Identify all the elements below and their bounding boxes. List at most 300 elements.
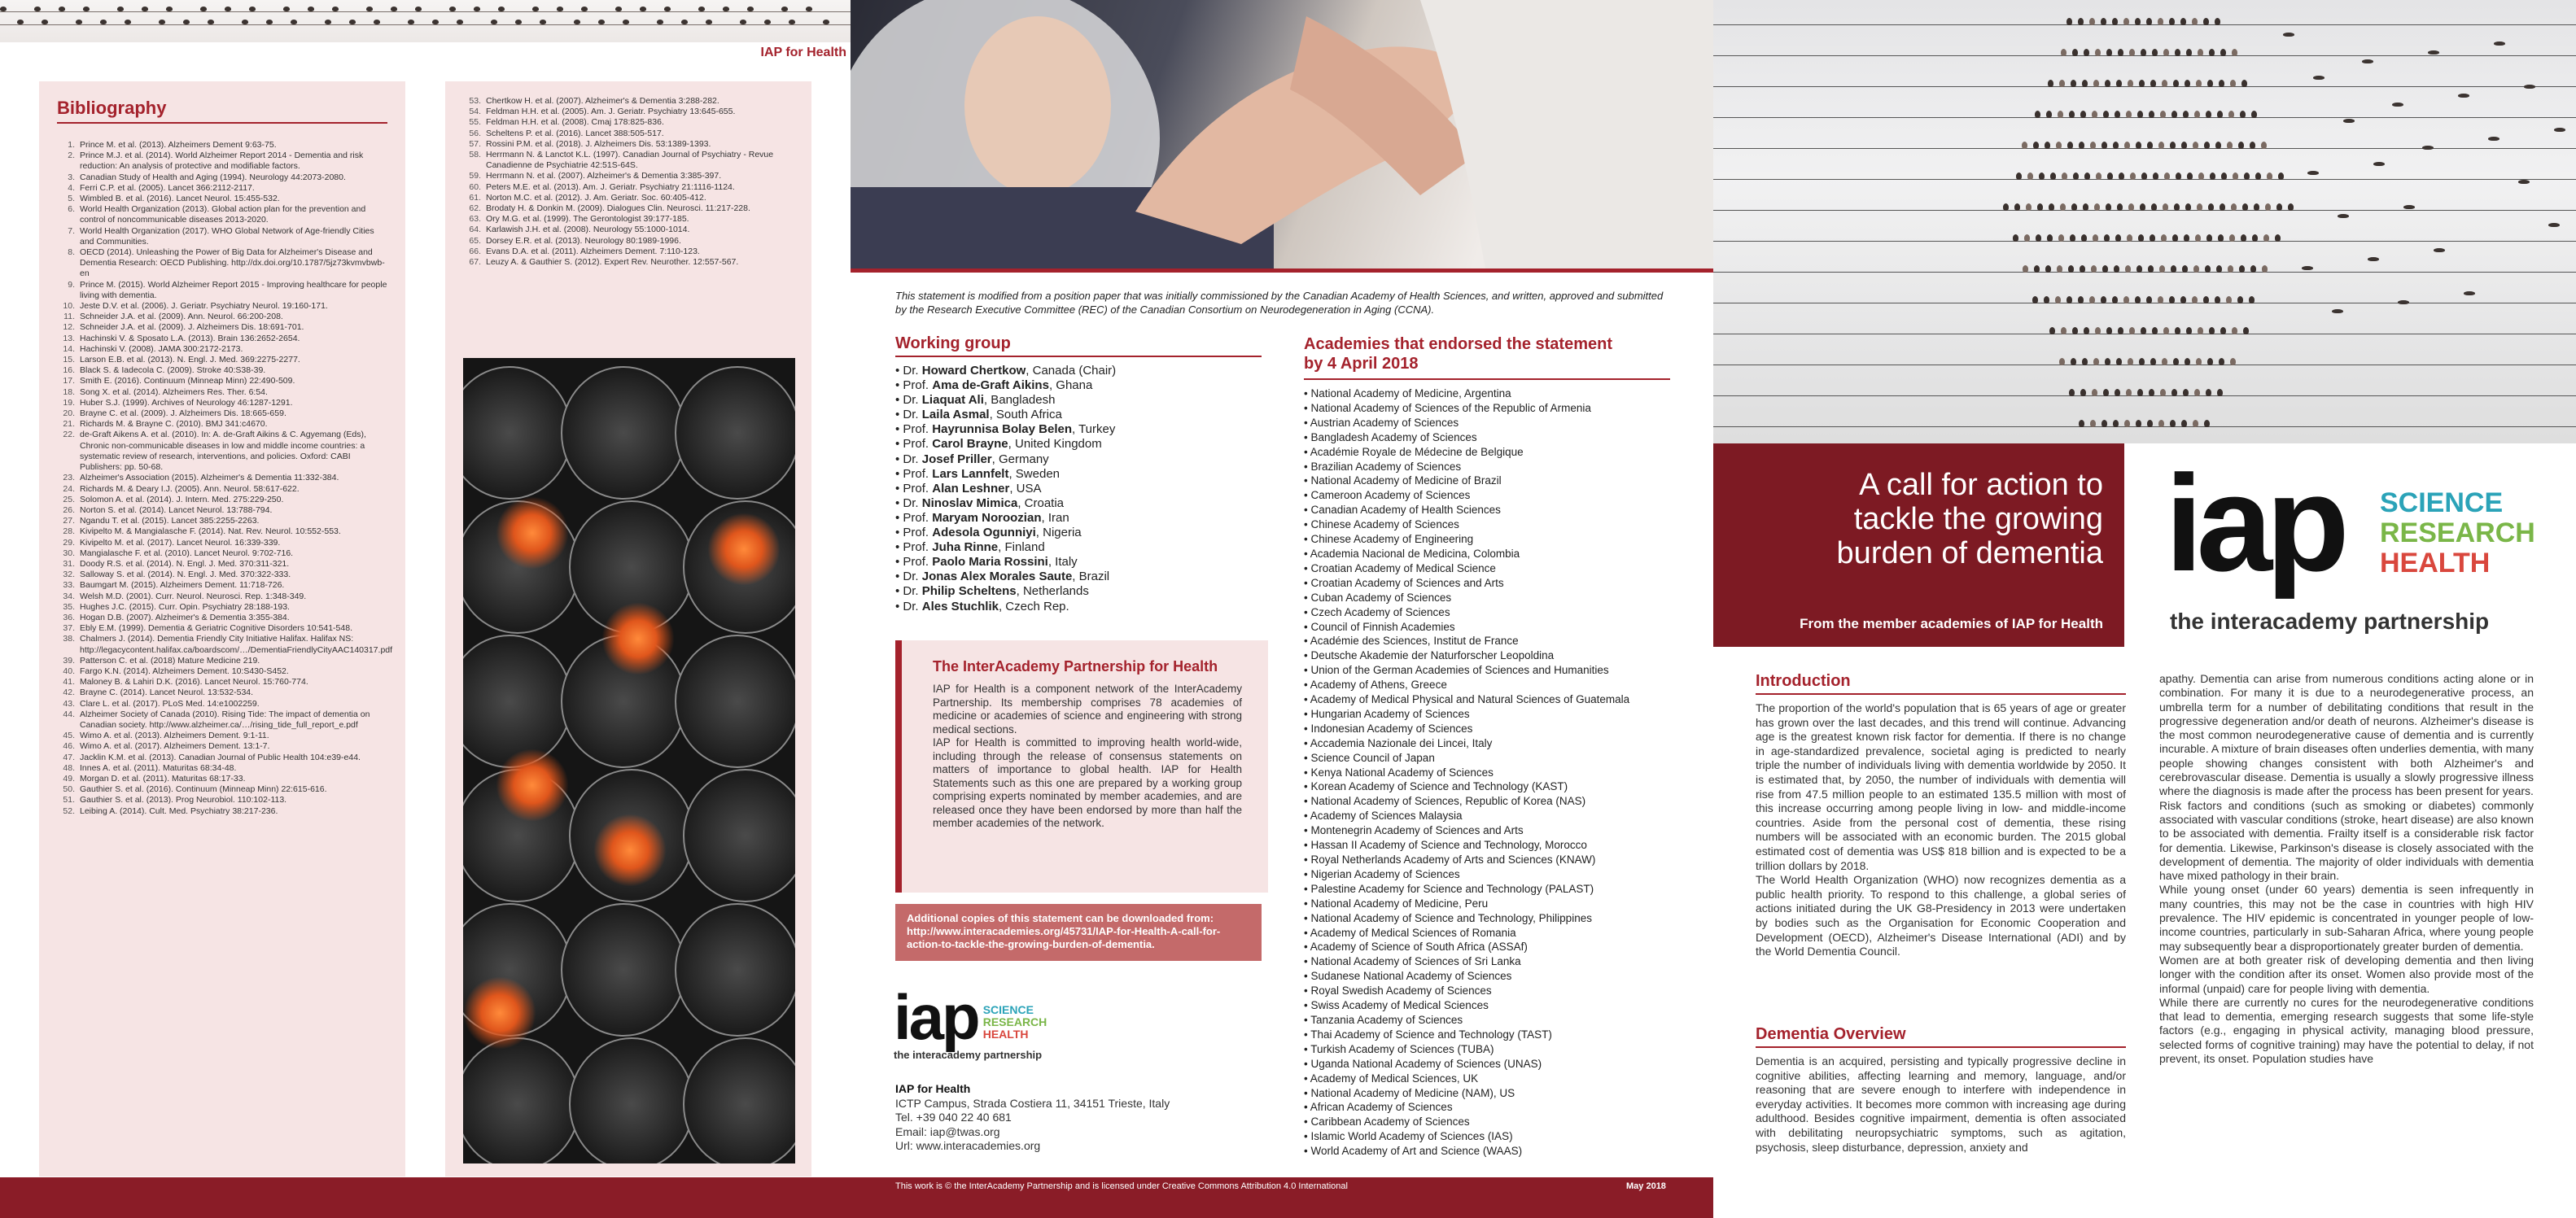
bird-shape: [2113, 142, 2119, 149]
bird-shape: [2093, 358, 2099, 365]
reference-text: Brayne C. (2014). Lancet Neurol. 13:532-534.: [80, 688, 254, 698]
reference-number: 28.: [63, 526, 75, 537]
member-country: , Canada (Chair): [1026, 364, 1117, 378]
reference-text: Chalmers J. (2014). Dementia Friendly City Initiative Halifax. Halifax NS: http://legacycontent.halifax.ca/boardscom/…/DementiaFriendlyCityAAC140317.pdf: [80, 634, 393, 655]
bird-shape: [2129, 49, 2135, 56]
reference-text: Prince M. et al. (2013). Alzheimers Dement 9:63-75.: [80, 140, 277, 150]
reference-number: 2.: [68, 151, 75, 161]
bird-shape: [2136, 420, 2141, 427]
reference-text: Ferri C.P. et al. (2005). Lancet 366:2112-2117.: [80, 182, 255, 193]
iap-logo-small: [894, 981, 1047, 1061]
bird-shape: [2068, 265, 2074, 273]
reference-number: 46.: [63, 741, 75, 752]
bird-shape: [2091, 265, 2097, 273]
bird-shape: [823, 20, 829, 24]
reference-item: [57, 741, 387, 752]
scan-highlight: [601, 602, 675, 675]
logo-research: RESEARCH: [982, 1015, 1047, 1028]
flying-bird-shape: [2518, 180, 2530, 184]
reference-number: 25.: [63, 494, 75, 504]
bird-shape: [2045, 265, 2051, 273]
iap-box-text: [933, 683, 1242, 831]
bird-shape: [2101, 142, 2107, 149]
bird-shape: [2123, 18, 2129, 25]
reference-text: Smith E. (2016). Continuum (Minneap Minn) 22:490-509.: [80, 376, 295, 386]
bird-shape: [2185, 80, 2190, 87]
reference-text: Kivipelto M. et al. (2017). Lancet Neurol. 16:339-339.: [80, 537, 281, 548]
reference-text: Maloney B. & Lahiri D.K. (2016). Lancet Neurol. 15:760-774.: [80, 677, 308, 688]
member-item: [895, 555, 1262, 570]
flying-bird-shape: [2313, 76, 2325, 80]
bird-shape: [2124, 142, 2130, 149]
bird-shape: [2112, 18, 2118, 25]
bird-shape: [2079, 420, 2084, 427]
reference-number: 32.: [63, 570, 75, 580]
reference-text: Wimbled B. et al. (2016). Lancet Neurol. 15:455-532.: [80, 194, 280, 204]
bird-shape: [2196, 80, 2202, 87]
bird-shape: [2080, 389, 2086, 396]
reference-number: 13.: [63, 333, 75, 343]
reference-number: 43.: [63, 698, 75, 709]
reference-item: [57, 731, 387, 741]
bird-shape: [2196, 358, 2202, 365]
bird-shape: [2082, 358, 2088, 365]
bird-shape: [2059, 358, 2065, 365]
bird-shape: [2096, 172, 2101, 180]
reference-item: [57, 559, 387, 570]
contact-name: IAP for Health: [895, 1082, 971, 1095]
bird-shape: [2169, 18, 2175, 25]
iap-logo: [2165, 447, 2564, 643]
reference-number: 63.: [469, 214, 481, 225]
bird-shape: [2170, 420, 2176, 427]
bird-shape: [2220, 49, 2226, 56]
flying-bird-shape: [2524, 85, 2535, 89]
bird-shape: [2101, 18, 2106, 25]
bird-shape: [2072, 327, 2078, 334]
academy-item: • Académie des Sciences, Institut de France: [1304, 634, 1686, 648]
member-item: [895, 393, 1262, 408]
contact-url[interactable]: Url: www.interacademies.org: [895, 1139, 1041, 1152]
member-item: [895, 467, 1262, 482]
reference-text: Wimo A. et al. (2017). Alzheimers Dement. 13:1-7.: [80, 741, 270, 752]
bird-shape: [2146, 18, 2152, 25]
bird-shape: [581, 7, 588, 11]
bird-shape: [2193, 265, 2199, 273]
bird-shape: [2174, 203, 2180, 211]
reference-text: Baumgart M. (2015). Alzheimers Dement. 11:718-726.: [80, 580, 285, 591]
reference-item: [463, 247, 794, 257]
reference-text: Prince M. (2015). World Alzheimer Report 2015 - Improving healthcare for people living with dementia.: [80, 279, 387, 300]
reference-item: [57, 516, 387, 526]
bird-shape: [2172, 234, 2178, 242]
bird-shape: [2137, 389, 2143, 396]
academy-item: • Cuban Academy of Sciences: [1304, 591, 1686, 605]
bird-shape: [2058, 234, 2064, 242]
member-item: [895, 570, 1262, 584]
hands-photo-illustration: [851, 0, 1713, 268]
academy-item: • Académie Royale de Médecine de Belgique: [1304, 445, 1686, 460]
org-header: IAP for Health: [760, 46, 846, 59]
reference-item: [57, 709, 387, 731]
bird-shape: [2171, 389, 2177, 396]
bird-shape: [2095, 49, 2101, 56]
bird-shape: [2101, 296, 2106, 303]
academy-item: • Cameroon Academy of Sciences: [1304, 488, 1686, 503]
member-title: Prof.: [903, 466, 933, 481]
bird-shape: [2163, 49, 2169, 56]
iap-wordmark: iap: [2165, 447, 2343, 600]
bird-shape: [308, 7, 314, 11]
bird-shape: [2069, 111, 2075, 118]
member-title: Prof.: [903, 437, 933, 452]
bird-shape: [2101, 420, 2107, 427]
bird-shape: [366, 7, 373, 11]
reference-text: Feldman H.H. et al. (2008). Cmaj 178:825-836.: [486, 117, 664, 128]
reference-item: [57, 140, 387, 151]
bird-shape: [2237, 296, 2243, 303]
bird-shape: [2185, 203, 2191, 211]
right-column-text: [2159, 672, 2534, 1066]
reference-text: Prince M.J. et al. (2014). World Alzheimer Report 2014 - Dementia and risk reduction: An analysis of protective and modifiable factors.: [80, 151, 364, 172]
bibliography-title: Bibliography: [57, 98, 167, 118]
bird-shape: [183, 20, 190, 24]
bird-shape: [2071, 358, 2076, 365]
bird-shape: [2061, 327, 2066, 334]
reference-item: [57, 183, 387, 194]
bird-shape: [2047, 234, 2053, 242]
bird-shape: [2249, 296, 2255, 303]
reference-item: [463, 225, 794, 235]
academy-item: • Hassan II Academy of Science and Technology, Morocco: [1304, 838, 1686, 853]
bird-shape: [166, 7, 173, 11]
bird-shape: [615, 7, 622, 11]
flying-bird-shape: [2392, 103, 2403, 107]
bird-shape: [2233, 172, 2238, 180]
reference-item: [463, 117, 794, 128]
reference-number: 56.: [469, 128, 481, 138]
download-link-box[interactable]: Additional copies of this statement can be downloaded from: http://www.interacademies.org/45731/IAP-for-Health-A-call-for-action-to-tackle-the-growing-burden-of-dementia.: [895, 904, 1262, 961]
member-item: [895, 452, 1262, 467]
reference-number: 62.: [469, 203, 481, 214]
bird-shape: [2267, 172, 2272, 180]
member-country: , Nigeria: [1035, 526, 1082, 540]
bird-shape: [2242, 203, 2248, 211]
bird-shape: [2113, 420, 2119, 427]
bird-shape: [2126, 111, 2132, 118]
member-item: [895, 364, 1262, 378]
reference-text: Jacklin K.M. et al. (2013). Canadian Journal of Public Health 104:e39-e44.: [80, 752, 361, 762]
reference-number: 42.: [63, 688, 75, 698]
bird-shape: [2186, 49, 2192, 56]
contact-address: ICTP Campus, Strada Costiera 11, 34151 Trieste, Italy: [895, 1096, 1170, 1110]
divider: [57, 122, 387, 124]
bird-shape: [2080, 111, 2086, 118]
bird-shape: [2164, 172, 2170, 180]
bird-shape: [2210, 172, 2215, 180]
scan-highlight: [496, 749, 569, 822]
bird-shape: [2123, 296, 2129, 303]
bird-shape: [2139, 80, 2145, 87]
reference-text: Clare L. et al. (2017). PLoS Med. 14:e1002259.: [80, 698, 260, 709]
bird-shape: [2171, 111, 2177, 118]
bird-shape: [2032, 296, 2038, 303]
bird-shape: [391, 7, 397, 11]
bird-shape: [2215, 296, 2220, 303]
reference-number: 57.: [469, 138, 481, 149]
reference-number: 61.: [469, 192, 481, 203]
bird-shape: [2255, 172, 2261, 180]
bird-shape: [2158, 142, 2164, 149]
reference-item: [463, 139, 794, 150]
academy-item: • Korean Academy of Science and Technology (KAST): [1304, 779, 1686, 794]
reference-number: 36.: [63, 612, 75, 622]
bird-shape: [2105, 80, 2110, 87]
member-country: , Germany: [991, 452, 1049, 466]
iap-box-title: The InterAcademy Partnership for Health: [933, 658, 1218, 674]
bird-shape: [2016, 172, 2022, 180]
bird-shape: [0, 7, 7, 11]
bird-shape: [2206, 111, 2211, 118]
brain-slice: [675, 903, 795, 1037]
reference-text: Chertkow H. et al. (2007). Alzheimer's & Dementia 3:288-282.: [486, 96, 719, 106]
scan-highlight: [496, 496, 569, 570]
reference-number: 9.: [68, 279, 75, 290]
bird-shape: [2115, 234, 2121, 242]
bird-shape: [2066, 18, 2072, 25]
bird-shape: [2093, 234, 2098, 242]
reference-number: 49.: [63, 773, 75, 784]
contact-email[interactable]: Email: iap@twas.org: [895, 1124, 1000, 1138]
reference-item: [463, 236, 794, 247]
reference-list: [463, 96, 794, 268]
reference-number: 38.: [63, 634, 75, 644]
reference-item: [57, 247, 387, 280]
bird-shape: [2071, 203, 2077, 211]
reference-item: [57, 795, 387, 805]
bird-shape: [2095, 327, 2101, 334]
reference-text: Norton S. et al. (2014). Lancet Neurol. 13:788-794.: [80, 504, 273, 515]
reference-text: Song X. et al. (2014). Alzheimers Res. Ther. 6:54.: [80, 386, 268, 397]
academy-item: • Austrian Academy of Sciences: [1304, 416, 1686, 430]
bird-shape: [449, 7, 456, 11]
brain-slice: [569, 1037, 694, 1163]
reference-text: Rossini P.M. et al. (2018). J. Alzheimers Dis. 53:1389-1393.: [486, 138, 711, 149]
member-country: , South Africa: [989, 408, 1062, 422]
bird-shape: [2128, 358, 2133, 365]
reference-text: Hogan D.B. (2007). Alzheimer's & Dementia 3:355-384.: [80, 612, 290, 622]
bird-shape: [2169, 296, 2175, 303]
academy-item: • National Academy of Medicine, Peru: [1304, 897, 1686, 911]
bird-shape: [2090, 142, 2096, 149]
flying-bird-shape: [2362, 59, 2373, 63]
bird-shape: [2050, 172, 2056, 180]
academies-title-line1: Academies that endorsed the statement: [1304, 335, 1612, 353]
bird-shape: [806, 7, 812, 11]
bird-shape: [789, 20, 795, 24]
bird-shape: [2013, 234, 2018, 242]
member-title: Prof.: [903, 481, 933, 495]
bird-shape: [2228, 111, 2234, 118]
reference-item: [57, 580, 387, 591]
scan-highlight: [593, 814, 667, 887]
logo-science: SCIENCE: [2380, 487, 2504, 518]
reference-item: [57, 505, 387, 516]
bird-shape: [2195, 234, 2201, 242]
logo-science: SCIENCE: [982, 1003, 1034, 1016]
bird-shape: [2116, 358, 2122, 365]
bird-shape: [2137, 111, 2143, 118]
member-item: [895, 408, 1262, 422]
member-name: Ales Stuchlik: [921, 599, 999, 613]
license-text: This work is © the InterAcademy Partnership and is licensed under Creative Commons Attribution 4.0 International: [895, 1181, 1348, 1191]
reference-item: [463, 129, 794, 139]
bibliography-column-1: [39, 81, 405, 1177]
academy-item: • Accademia Nazionale dei Lincei, Italy: [1304, 736, 1686, 751]
reference-item: [57, 194, 387, 204]
reference-number: 14.: [63, 343, 75, 354]
reference-item: [57, 666, 387, 677]
academy-item: • Council of Finnish Academies: [1304, 620, 1686, 635]
bird-shape: [2126, 389, 2132, 396]
academy-item: • Palestine Academy for Science and Technology (PALAST): [1304, 882, 1686, 897]
bird-shape: [2185, 358, 2190, 365]
member-title: Prof.: [903, 510, 933, 525]
bird-shape: [2147, 142, 2153, 149]
reference-number: 7.: [68, 225, 75, 236]
overview-text: Dementia is an acquired, persisting and typically progressive decline in cognitive abilities, affecting learning and memory, language, and/or reasoning that are severe enough to interfere with independence in everyday activities. It becomes more common with increasing age during adulthood. Besides cognitive impairment, dementia is often associated with debilitating neuropsychiatric symptoms, such as agitation, psychosis, sleep disturbance, depression, anxiety and: [1756, 1054, 2126, 1154]
reference-number: 22.: [63, 430, 75, 440]
bird-shape: [125, 20, 131, 24]
bird-shape: [2081, 234, 2087, 242]
reference-text: Evans D.A. et al. (2011). Alzheimers Dement. 7:110-123.: [486, 246, 700, 256]
logo-research: RESEARCH: [2380, 517, 2535, 548]
reference-number: 10.: [63, 301, 75, 312]
iap-health-box: [895, 640, 1268, 893]
reference-text: Ngandu T. et al. (2015). Lancet 385:2255-2263.: [80, 516, 260, 526]
bird-shape: [2239, 265, 2245, 273]
bird-shape: [2158, 420, 2164, 427]
bird-shape: [2203, 296, 2209, 303]
flying-bird-shape: [2307, 171, 2319, 175]
cover-title-box: [1713, 443, 2124, 647]
academy-item: • Caribbean Academy of Sciences: [1304, 1115, 1686, 1129]
reference-item: [57, 763, 387, 774]
reference-item: [57, 204, 387, 225]
bird-shape: [2150, 358, 2156, 365]
flying-bird-shape: [2283, 33, 2294, 37]
member-name: Juha Rinne: [932, 540, 999, 555]
bird-shape: [2035, 111, 2040, 118]
member-name: Carol Brayne: [932, 437, 1008, 452]
bird-shape: [2162, 358, 2167, 365]
member-name: Howard Chertkow: [921, 364, 1026, 378]
brain-slice: [675, 366, 795, 500]
statement-intro: This statement is modified from a position paper that was initially commissioned by the Canadian Academy of Health Sciences, and written, approved and submitted by the Research Executive Committee (REC) of the Canadian Consortium on Neurodegeneration in Aging (CCNA).: [895, 290, 1664, 316]
reference-text: Brayne C. et al. (2009). J. Alzheimers Dis. 18:665-659.: [80, 408, 286, 419]
bird-shape: [2070, 234, 2075, 242]
bird-shape: [2061, 49, 2066, 56]
reference-text: Norton M.C. et al. (2012). J. Am. Geriatr. Soc. 60:405-412.: [486, 192, 706, 203]
divider: [851, 268, 1713, 273]
member-item: [895, 600, 1262, 614]
bird-shape: [2160, 111, 2166, 118]
bird-shape: [2173, 358, 2179, 365]
flying-bird-shape: [2373, 162, 2385, 166]
bird-shape: [2220, 203, 2225, 211]
bird-shape: [2136, 265, 2142, 273]
reference-number: 29.: [63, 537, 75, 548]
reference-number: 45.: [63, 731, 75, 741]
bird-shape: [2228, 265, 2233, 273]
bird-shape: [2186, 327, 2192, 334]
bird-shape: [159, 20, 165, 24]
bird-shape: [2139, 358, 2145, 365]
bird-shape: [2014, 203, 2020, 211]
bird-shape: [2136, 142, 2141, 149]
reference-text: Hachinski V. & Sposato L.A. (2013). Brain 136:2652-2654.: [80, 333, 300, 343]
bird-shape: [2084, 172, 2090, 180]
bird-shape: [2206, 234, 2212, 242]
member-title: Dr.: [903, 570, 922, 584]
reference-number: 37.: [63, 623, 75, 634]
reference-text: de-Graft Aikens A. et al. (2010). In: A. de-Graft Aikins & C. Agyemang (Eds), Chronic non-communicable diseases in low and middle income countries: a systematic review of research, interventions, and policies. Oxford: CABI Publishers: pp. 50-68.: [80, 430, 366, 473]
bird-shape: [59, 7, 65, 11]
flying-bird-shape: [2458, 94, 2469, 98]
bird-shape: [2033, 142, 2039, 149]
bird-shape: [540, 20, 546, 24]
reference-item: [57, 408, 387, 419]
bird-shape: [117, 7, 124, 11]
member-name: Hayrunnisa Bolay Belen: [932, 422, 1073, 437]
reference-item: [57, 344, 387, 355]
academy-item: • Deutsche Akademie der Naturforscher Leopoldina: [1304, 648, 1686, 663]
academy-item: • Academy of Sciences Malaysia: [1304, 809, 1686, 823]
academies-title: [1304, 334, 1612, 373]
reference-number: 21.: [63, 419, 75, 430]
reference-item: [57, 623, 387, 634]
reference-text: Peters M.E. et al. (2013). Am. J. Geriatr. Psychiatry 21:1116-1124.: [486, 181, 735, 192]
bird-shape: [2089, 18, 2095, 25]
birds-on-wires-image: [1713, 0, 2576, 443]
academies-list: [1304, 386, 1686, 1159]
member-item: [895, 378, 1262, 393]
member-item: [895, 496, 1262, 511]
reference-text: Alzheimer Society of Canada (2010). Rising Tide: The impact of dementia on Canadian society. http://www.alzheimer.ca/…/rising_tide_full_report_e.pdf: [80, 709, 370, 730]
member-title: Dr.: [903, 584, 922, 599]
bird-shape: [2026, 203, 2031, 211]
bird-shape: [2141, 49, 2146, 56]
reference-list: [57, 140, 393, 817]
bird-shape: [2141, 327, 2146, 334]
member-title: Dr.: [903, 599, 922, 613]
bird-shape: [34, 7, 41, 11]
reference-number: 47.: [63, 752, 75, 762]
bird-shape: [2221, 172, 2227, 180]
bird-shape: [2206, 389, 2211, 396]
reference-item: [57, 634, 393, 655]
bird-shape: [2027, 172, 2033, 180]
bird-shape: [2037, 203, 2043, 211]
bird-shape: [2197, 203, 2202, 211]
bird-shape: [2078, 296, 2084, 303]
iap-box-paragraph: IAP for Health is a component network of the InterAcademy Partnership. Its membership comprises 78 academies of medicine or academies of science and engineering with strong medical sections.: [933, 683, 1242, 736]
bird-shape: [2207, 358, 2213, 365]
bird-shape: [266, 20, 273, 24]
academy-item: • Chinese Academy of Sciences: [1304, 517, 1686, 532]
reference-text: Canadian Study of Health and Aging (1994). Neurology 44:2073-2080.: [80, 172, 346, 182]
bird-shape: [200, 7, 207, 11]
